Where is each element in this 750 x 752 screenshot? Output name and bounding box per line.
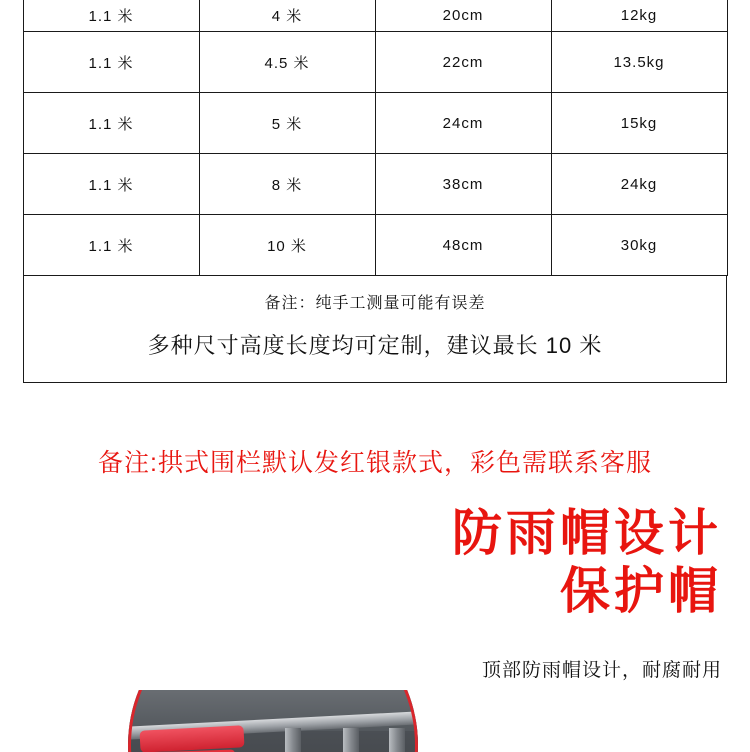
table-row bbox=[23, 93, 727, 154]
cell-length: 4.5 米 bbox=[199, 32, 375, 93]
table-row bbox=[23, 32, 727, 93]
headline-line-2: 保护帽 bbox=[560, 562, 722, 619]
feature-headline bbox=[452, 505, 722, 620]
cell-weight: 13.5kg bbox=[551, 32, 727, 93]
headline-subline: 顶部防雨帽设计，耐腐耐用 bbox=[481, 660, 722, 681]
specification-table bbox=[23, 0, 728, 383]
cell-width: 38cm bbox=[375, 154, 551, 215]
headline-line-1: 防雨帽设计 bbox=[452, 505, 722, 561]
table-row bbox=[23, 154, 727, 215]
cell-weight: 15kg bbox=[551, 93, 727, 154]
table-note-cell bbox=[23, 276, 727, 384]
note-customization: 多种尺寸高度长度均可定制，建议最长 10 米 bbox=[147, 333, 603, 358]
cell-height: 1.1 米 bbox=[23, 215, 199, 276]
cell-width: 48cm bbox=[375, 215, 551, 276]
cell-weight: 30kg bbox=[551, 215, 727, 276]
table-note-block bbox=[23, 276, 727, 383]
product-photo-circle bbox=[128, 690, 418, 752]
product-photo-area bbox=[0, 690, 750, 752]
specification-table-body bbox=[23, 0, 727, 383]
cell-height: 1.1 米 bbox=[23, 154, 199, 215]
cell-width: 22cm bbox=[375, 32, 551, 93]
cell-length: 4 米 bbox=[199, 0, 375, 32]
cell-weight: 24kg bbox=[551, 154, 727, 215]
photo-circle-border bbox=[128, 690, 418, 752]
table-row bbox=[23, 0, 727, 32]
cell-height: 1.1 米 bbox=[23, 32, 199, 93]
cell-width: 20cm bbox=[375, 0, 551, 32]
cell-height: 1.1 米 bbox=[23, 0, 199, 32]
cell-length: 8 米 bbox=[199, 154, 375, 215]
red-remark-text: 备注:拱式围栏默认发红银款式，彩色需联系客服 bbox=[98, 449, 652, 477]
cell-weight: 12kg bbox=[551, 0, 727, 32]
note-measurement: 备注：纯手工测量可能有误差 bbox=[264, 295, 486, 312]
cell-length: 10 米 bbox=[199, 215, 375, 276]
cell-width: 24cm bbox=[375, 93, 551, 154]
cell-length: 5 米 bbox=[199, 93, 375, 154]
cell-height: 1.1 米 bbox=[23, 93, 199, 154]
table-row bbox=[23, 215, 727, 276]
table-note-row bbox=[23, 276, 727, 384]
